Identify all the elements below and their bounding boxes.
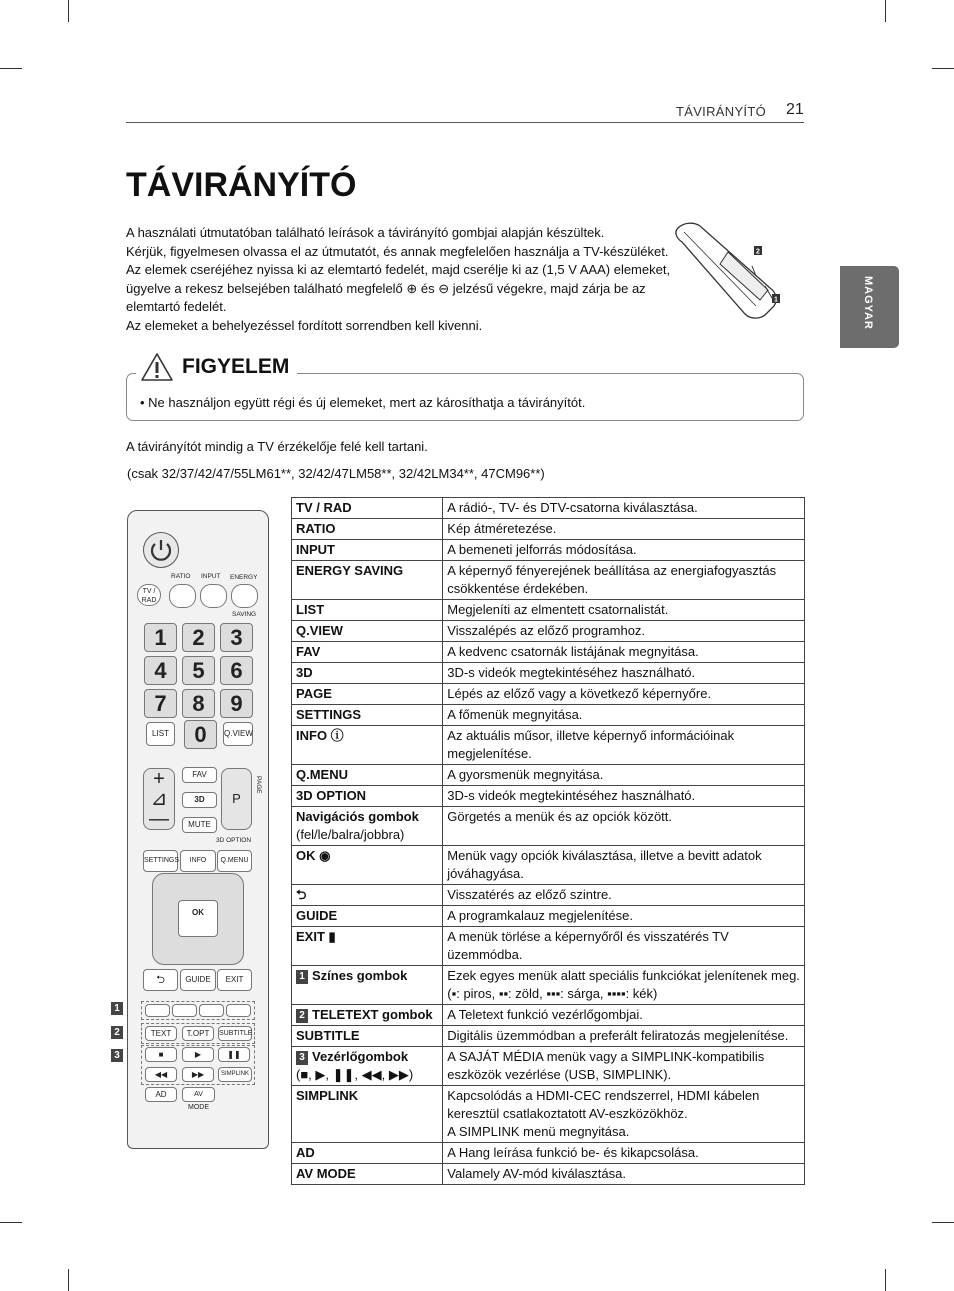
button-description-cell — [443, 927, 805, 966]
button-description: Valamely AV-mód kiválasztása. — [447, 1166, 626, 1181]
text-button: TEXT — [145, 1026, 177, 1041]
button-name: 3D — [296, 665, 313, 680]
intro-line: A használati útmutatóban található leírások a távirányító gombjai alapján készültek. — [126, 225, 605, 240]
button-name: AD — [296, 1145, 315, 1160]
table-row — [292, 1086, 805, 1143]
svg-text:1: 1 — [774, 296, 778, 304]
button-description-cell — [443, 1047, 805, 1086]
ratio-label: RATIO — [171, 573, 191, 580]
button-description: Ezek egyes menük alatt speciális funkciókat jelenítenek meg. — [447, 968, 800, 983]
crop-mark — [932, 1222, 954, 1223]
button-description-cell — [443, 1164, 805, 1185]
table-row — [292, 1143, 805, 1164]
table-row — [292, 1005, 805, 1026]
button-description: A rádió-, TV- és DTV-csatorna kiválasztása. — [447, 500, 698, 515]
button-description: 3D-s videók megtekintéséhez használható. — [447, 788, 696, 803]
button-name-cell — [292, 1086, 443, 1143]
button-description: A képernyő fényerejének beállítása az energiafogyasztás csökkentése érdekében. — [447, 563, 777, 596]
remote-control-illustration — [127, 510, 269, 1149]
button-description: A SAJÁT MÉDIA menük vagy a SIMPLINK-kompatibilis eszközök vezérlése (USB, SIMPLINK). — [447, 1049, 765, 1082]
button-name: Navigációs gombok — [296, 809, 419, 824]
button-name: Q.MENU — [296, 767, 348, 782]
button-name-cell — [292, 726, 443, 765]
table-row — [292, 561, 805, 600]
topt-button: T.OPT — [182, 1026, 214, 1041]
button-name: OK ◉ — [296, 848, 331, 863]
program-rocker: P — [221, 768, 252, 830]
button-name: AV MODE — [296, 1166, 356, 1181]
tv-rad-button: TV / RAD — [137, 584, 161, 606]
table-row — [292, 705, 805, 726]
play-button: ▶ — [182, 1047, 214, 1062]
caution-text: • Ne használjon együtt régi és új elemeket, mert az károsíthatja a távirányítót. — [140, 395, 586, 410]
button-description-cell — [443, 765, 805, 786]
qmenu-button: Q.MENU — [217, 850, 252, 872]
button-name: GUIDE — [296, 908, 338, 923]
table-row — [292, 600, 805, 621]
button-name-cell — [292, 621, 443, 642]
volume-rocker: + ⊿ — — [143, 768, 175, 830]
button-name: TELETEXT gombok — [312, 1007, 433, 1022]
button-description-cell — [443, 519, 805, 540]
table-row — [292, 765, 805, 786]
digit-button: 0 — [184, 720, 217, 749]
button-name-cell — [292, 1143, 443, 1164]
button-description: Az aktuális műsor, illetve képernyő információinak megjelenítése. — [447, 728, 735, 761]
av-mode-button: AV MODE — [182, 1087, 215, 1102]
button-name-cell — [292, 1026, 443, 1047]
crop-mark — [68, 0, 69, 22]
table-row — [292, 642, 805, 663]
power-icon — [143, 532, 179, 568]
button-name-cell — [292, 1164, 443, 1185]
button-description-cell — [443, 663, 805, 684]
button-description-cell — [443, 966, 805, 1005]
table-row — [292, 927, 805, 966]
button-description: A bemeneti jelforrás módosítása. — [447, 542, 637, 557]
fav-button: FAV — [182, 767, 217, 783]
button-name-cell — [292, 519, 443, 540]
blue-button — [226, 1004, 251, 1017]
button-name-sub: (■, ▶, ❚❚, ◀◀, ▶▶) — [296, 1067, 414, 1082]
digit-button: 5 — [182, 656, 215, 685]
qview-button: Q.VIEW — [223, 722, 253, 746]
button-description-cell — [443, 1005, 805, 1026]
crop-mark — [68, 1269, 69, 1291]
digit-button: 8 — [182, 689, 215, 718]
button-description: A menük törlése a képernyőről és visszatérés TV üzemmódba. — [447, 929, 729, 962]
pause-button: ❚❚ — [218, 1047, 250, 1062]
table-row — [292, 684, 805, 705]
input-button — [200, 584, 227, 608]
table-row — [292, 1164, 805, 1185]
ok-button: OK — [178, 900, 218, 937]
button-name-cell — [292, 600, 443, 621]
list-button: LIST — [146, 722, 175, 746]
button-name-cell — [292, 1005, 443, 1026]
button-name-cell — [292, 885, 443, 906]
callout-1: 1 — [111, 1002, 123, 1015]
language-tab — [840, 266, 899, 348]
digit-button: 2 — [182, 623, 215, 652]
table-row — [292, 1026, 805, 1047]
button-description-cell — [443, 726, 805, 765]
button-description-cell — [443, 498, 805, 519]
button-name-cell — [292, 966, 443, 1005]
digit-button: 3 — [220, 623, 253, 652]
fast-forward-button: ▶▶ — [182, 1067, 214, 1082]
button-name: Színes gombok — [312, 968, 408, 983]
exit-button: EXIT — [217, 969, 252, 991]
crop-mark — [885, 1269, 886, 1291]
button-description: A Hang leírása funkció be- és kikapcsolása. — [447, 1145, 699, 1160]
energy-saving-button — [231, 584, 258, 608]
table-row — [292, 498, 805, 519]
page-title: TÁVIRÁNYÍTÓ — [126, 166, 357, 204]
red-button — [145, 1004, 170, 1017]
back-button: ⮌ — [143, 969, 178, 991]
button-name: INFO ⓘ — [296, 728, 344, 743]
table-row — [292, 1047, 805, 1086]
callout-number: 3 — [296, 1051, 308, 1065]
crop-mark — [0, 1222, 22, 1223]
language-tab-label: MAGYAR — [862, 276, 874, 330]
intro-line: Az elemek cseréjéhez nyissa ki az elemtartó fedelét, majd cserélje ki az (1,5 V AAA) elemeket, — [126, 262, 671, 277]
button-name: ⮌ — [296, 887, 307, 902]
digit-button: 9 — [220, 689, 253, 718]
button-name-cell — [292, 540, 443, 561]
table-row — [292, 726, 805, 765]
button-name: Q.VIEW — [296, 623, 343, 638]
button-description-cell — [443, 621, 805, 642]
button-description-cell — [443, 1026, 805, 1047]
warning-icon — [140, 352, 174, 382]
button-name-cell — [292, 684, 443, 705]
crop-mark — [932, 68, 954, 69]
button-name: EXIT ▮ — [296, 929, 336, 944]
button-description: Digitális üzemmódban a preferált feliratozás megjelenítése. — [447, 1028, 789, 1043]
header-divider — [126, 122, 804, 123]
button-name-cell — [292, 765, 443, 786]
saving-label: SAVING — [232, 611, 257, 618]
ad-button: AD — [145, 1087, 177, 1102]
guide-button: GUIDE — [180, 969, 216, 991]
button-name-cell — [292, 642, 443, 663]
button-description-extra: A SIMPLINK menü megnyitása. — [447, 1124, 630, 1139]
green-button — [172, 1004, 197, 1017]
rewind-button: ◀◀ — [145, 1067, 177, 1082]
button-description: A kedvenc csatornák listájának megnyitása. — [447, 644, 699, 659]
button-description: A gyorsmenük megnyitása. — [447, 767, 604, 782]
button-description: Görgetés a menük és az opciók között. — [447, 809, 673, 824]
button-name: SETTINGS — [296, 707, 362, 722]
button-description-cell — [443, 1143, 805, 1164]
button-description-cell — [443, 1086, 805, 1143]
button-name: ENERGY SAVING — [296, 563, 404, 578]
table-row — [292, 966, 805, 1005]
button-description: 3D-s videók megtekintéséhez használható. — [447, 665, 696, 680]
button-name: INPUT — [296, 542, 335, 557]
callout-number: 2 — [296, 1009, 308, 1023]
table-row — [292, 885, 805, 906]
button-name: TV / RAD — [296, 500, 352, 515]
button-name-cell — [292, 705, 443, 726]
3d-button: 3D — [182, 792, 217, 808]
simplink-button: SIMPLINK — [218, 1067, 252, 1082]
button-name: SUBTITLE — [296, 1028, 360, 1043]
model-note: (csak 32/37/42/47/55LM61**, 32/42/47LM58**, 32/42LM34**, 47CM96**) — [127, 466, 545, 481]
page-label: PAGE — [255, 776, 262, 794]
ratio-button — [169, 584, 196, 608]
intro-line: elemtartó fedelét. — [126, 299, 227, 314]
button-name-cell — [292, 1047, 443, 1086]
intro-line: Kérjük, figyelmesen olvassa el az útmutatót, és annak megfelelően használja a TV-készüléket. — [126, 243, 669, 259]
digit-button: 1 — [144, 623, 177, 652]
button-description: Menük vagy opciók kiválasztása, illetve a bevitt adatok jóváhagyása. — [447, 848, 762, 881]
button-name: LIST — [296, 602, 325, 617]
button-description: A programkalauz megjelenítése. — [447, 908, 633, 923]
caution-title: FIGYELEM — [182, 355, 290, 378]
button-description-cell — [443, 807, 805, 846]
button-name-cell — [292, 807, 443, 846]
button-name-cell — [292, 561, 443, 600]
svg-text:2: 2 — [756, 248, 760, 256]
button-name-cell — [292, 846, 443, 885]
button-description: Kép átméretezése. — [447, 521, 557, 536]
table-row — [292, 807, 805, 846]
intro-text — [126, 224, 681, 335]
button-description: Visszalépés az előző programhoz. — [447, 623, 646, 638]
intro-line: ügyelve a rekesz belsejében található megfelelő ⊕ és ⊖ jelzésű végekre, majd zárja be az — [126, 280, 646, 296]
button-function-table — [291, 497, 805, 1185]
button-name-cell — [292, 786, 443, 807]
button-description: Lépés az előző vagy a következő képernyőre. — [447, 686, 712, 701]
digit-button: 6 — [220, 656, 253, 685]
button-description-cell — [443, 540, 805, 561]
button-name-cell — [292, 927, 443, 966]
info-button: INFO — [180, 850, 216, 872]
table-row — [292, 846, 805, 885]
3d-option-label: 3D OPTION — [216, 837, 252, 844]
button-name-cell — [292, 498, 443, 519]
button-name: 3D OPTION — [296, 788, 367, 803]
button-description-cell — [443, 561, 805, 600]
page-number: 21 — [786, 101, 804, 118]
button-description: Megjeleníti az elmentett csatornalistát. — [447, 602, 669, 617]
battery-cover-illustration — [670, 222, 785, 322]
button-description-cell — [443, 885, 805, 906]
button-description-cell — [443, 705, 805, 726]
button-description: Visszatérés az előző szintre. — [447, 887, 612, 902]
button-name: FAV — [296, 644, 321, 659]
crop-mark — [885, 0, 886, 22]
button-description: A főmenük megnyitása. — [447, 707, 583, 722]
button-description: Kapcsolódás a HDMI-CEC rendszerrel, HDMI kábelen keresztül csatlakoztatott AV-eszközökhöz. — [447, 1088, 760, 1121]
table-row — [292, 906, 805, 927]
mute-button: MUTE — [182, 817, 217, 833]
table-row — [292, 786, 805, 807]
button-description-cell — [443, 786, 805, 807]
caution-header — [136, 352, 297, 382]
button-name-cell — [292, 906, 443, 927]
header-section: TÁVIRÁNYÍTÓ — [676, 104, 766, 119]
button-description-cell — [443, 906, 805, 927]
button-description-cell — [443, 600, 805, 621]
button-description: A Teletext funkció vezérlőgombjai. — [447, 1007, 643, 1022]
callout-number: 1 — [296, 970, 308, 984]
button-description-cell — [443, 684, 805, 705]
button-name: RATIO — [296, 521, 336, 536]
button-name-cell — [292, 663, 443, 684]
button-name: PAGE — [296, 686, 332, 701]
crop-mark — [0, 68, 22, 69]
digit-button: 7 — [144, 689, 177, 718]
button-name-sub: (fel/le/balra/jobbra) — [296, 827, 405, 842]
callout-2: 2 — [111, 1026, 123, 1039]
remote-direction-note: A távirányítót mindig a TV érzékelője felé kell tartani. — [126, 439, 428, 454]
button-description-extra: (▪: piros, ▪▪: zöld, ▪▪▪: sárga, ▪▪▪▪: kék) — [447, 986, 658, 1001]
stop-button: ■ — [145, 1047, 177, 1062]
yellow-button — [199, 1004, 224, 1017]
subtitle-button: SUBTITLE — [218, 1026, 252, 1041]
digit-button: 4 — [144, 656, 177, 685]
table-row — [292, 621, 805, 642]
table-row — [292, 540, 805, 561]
callout-3: 3 — [111, 1049, 123, 1062]
button-description-cell — [443, 846, 805, 885]
table-row — [292, 519, 805, 540]
button-description-cell — [443, 642, 805, 663]
button-name: SIMPLINK — [296, 1088, 359, 1103]
table-row — [292, 663, 805, 684]
button-name: Vezérlőgombok — [312, 1049, 409, 1064]
input-label: INPUT — [201, 573, 221, 580]
settings-button: SETTINGS — [143, 850, 178, 872]
energy-label: ENERGY — [230, 574, 258, 581]
intro-line: Az elemeket a behelyezéssel fordított sorrendben kell kivenni. — [126, 317, 483, 333]
